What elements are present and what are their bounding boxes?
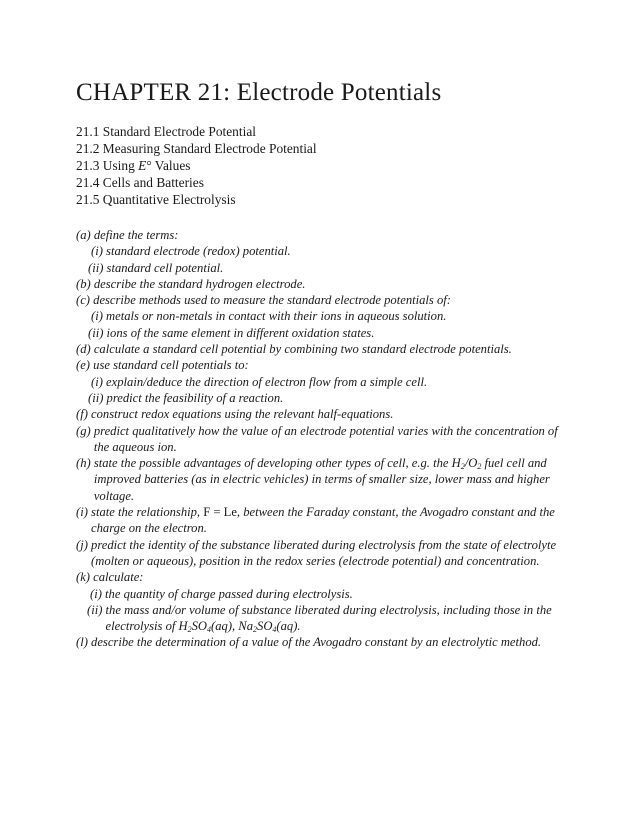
objective-item — [76, 537, 566, 570]
objective-tag: (i) — [91, 374, 107, 389]
text-run: SO — [257, 619, 273, 634]
objective-text: explain/deduce the direction of electron flow from a simple cell. — [106, 374, 428, 389]
objective-item — [76, 227, 566, 243]
faraday-formula: F = Le — [203, 505, 237, 520]
objective-item — [76, 357, 566, 373]
subscript: 2 — [187, 625, 192, 635]
section-item — [76, 157, 317, 174]
text-run: state the possible advantages of developing other types of cell, e.g. the H — [93, 456, 461, 471]
objective-item — [76, 569, 566, 585]
subscript: 4 — [272, 625, 277, 635]
sub-objective-item — [76, 243, 566, 259]
objective-tag: (j) — [76, 537, 92, 552]
objective-tag: (l) — [76, 635, 92, 650]
sub-objective-item — [76, 260, 566, 276]
objective-text: calculate a standard cell potential by combining two standard electrode potentials. — [93, 342, 512, 357]
text-run: the mass and/or volume of substance liberated during electrolysis, including those in the electrolysis of H — [105, 602, 552, 634]
sub-objective-item — [76, 325, 566, 341]
section-item: 21.2 Measuring Standard Electrode Potential — [76, 141, 317, 156]
objective-text: standard cell potential. — [106, 260, 224, 275]
section-item-label: 21.3 Using — [76, 158, 139, 173]
objective-tag: (d) — [76, 342, 94, 357]
sub-objective-item — [76, 308, 566, 324]
sub-objective-item — [76, 602, 566, 635]
subscript: 2 — [460, 462, 465, 472]
objective-item — [76, 292, 566, 308]
objective-text: ions of the same element in different oxidation states. — [106, 325, 375, 340]
objective-tag: (k) — [76, 570, 94, 585]
objective-text: define the terms: — [93, 228, 179, 242]
objective-item — [76, 341, 566, 357]
objective-text: the quantity of charge passed during electrolysis. — [105, 586, 353, 601]
subscript: 2 — [477, 462, 482, 472]
objective-tag: (g) — [76, 423, 94, 438]
text-run: fuel cell and improved batteries (as in electric vehicles) in terms of smaller size, lower mass and higher voltage. — [93, 456, 550, 503]
text-run: state the relationship, — [91, 505, 204, 520]
e-symbol: E — [138, 158, 147, 173]
section-item-label-rest: ° Values — [146, 158, 191, 173]
section-item: 21.4 Cells and Batteries — [76, 175, 204, 190]
objective-tag: (ii) — [88, 325, 107, 340]
objective-item — [76, 276, 566, 292]
objective-text: metals or non-metals in contact with their ions in aqueous solution. — [106, 309, 447, 324]
sub-objective-item — [76, 390, 566, 406]
objective-tag: (b) — [76, 276, 94, 291]
sub-objective-item — [76, 374, 566, 390]
objective-item — [76, 504, 566, 537]
section-item: 21.1 Standard Electrode Potential — [76, 124, 256, 139]
learning-objectives — [76, 227, 566, 651]
objective-tag: (i) — [91, 309, 107, 324]
objective-tag: (i) — [76, 505, 92, 520]
objective-tag: (ii) — [88, 260, 107, 275]
objective-text: predict the feasibility of a reaction. — [106, 390, 284, 405]
text-run: (aq), Na — [211, 619, 254, 634]
text-run: (aq). — [276, 619, 301, 634]
objective-text: describe methods used to measure the standard electrode potentials of: — [93, 293, 451, 308]
objective-tag: (i) — [91, 244, 107, 259]
text-run: /O — [464, 456, 478, 471]
subscript: 4 — [207, 625, 212, 635]
objective-text: describe the determination of a value of the Avogadro constant by an electrolytic method. — [91, 635, 542, 650]
sub-objective-item — [76, 586, 566, 602]
objective-text: construct redox equations using the relevant half-equations. — [91, 407, 394, 422]
objective-tag: (a) — [76, 228, 94, 242]
subscript: 2 — [253, 625, 258, 635]
objective-tag: (ii) — [88, 390, 107, 405]
objective-text: predict qualitatively how the value of an electrode potential varies with the concentration of the aqueous ion. — [93, 423, 558, 454]
chapter-title: CHAPTER 21: Electrode Potentials — [76, 79, 442, 106]
objective-tag: (ii) — [87, 602, 106, 617]
objective-text: predict the identity of the substance liberated during electrolysis from the state of electrolyte (molten or aqueous), position in the redox series (electrode potential) and concentration. — [91, 537, 557, 568]
section-item: 21.5 Quantitative Electrolysis — [76, 192, 236, 207]
section-list — [76, 123, 317, 208]
objective-item — [76, 455, 566, 504]
objective-tag: (c) — [76, 293, 94, 308]
objective-tag: (f) — [76, 407, 92, 422]
objective-item — [76, 634, 566, 650]
text-run: SO — [191, 619, 208, 634]
objective-item — [76, 423, 566, 456]
objective-text: standard electrode (redox) potential. — [106, 244, 291, 259]
objective-text: use standard cell potentials to: — [93, 358, 249, 373]
objective-text — [106, 602, 566, 635]
objective-text: describe the standard hydrogen electrode. — [93, 276, 306, 291]
objective-text — [94, 455, 566, 504]
objective-text: calculate: — [93, 570, 144, 585]
text-run: , between the Faraday constant, the Avogadro constant and the charge on the electron. — [91, 505, 555, 536]
objective-tag: (i) — [90, 586, 106, 601]
objective-tag: (e) — [76, 358, 94, 373]
objective-text — [91, 504, 566, 537]
objective-item — [76, 406, 566, 422]
objective-tag: (h) — [76, 456, 94, 471]
